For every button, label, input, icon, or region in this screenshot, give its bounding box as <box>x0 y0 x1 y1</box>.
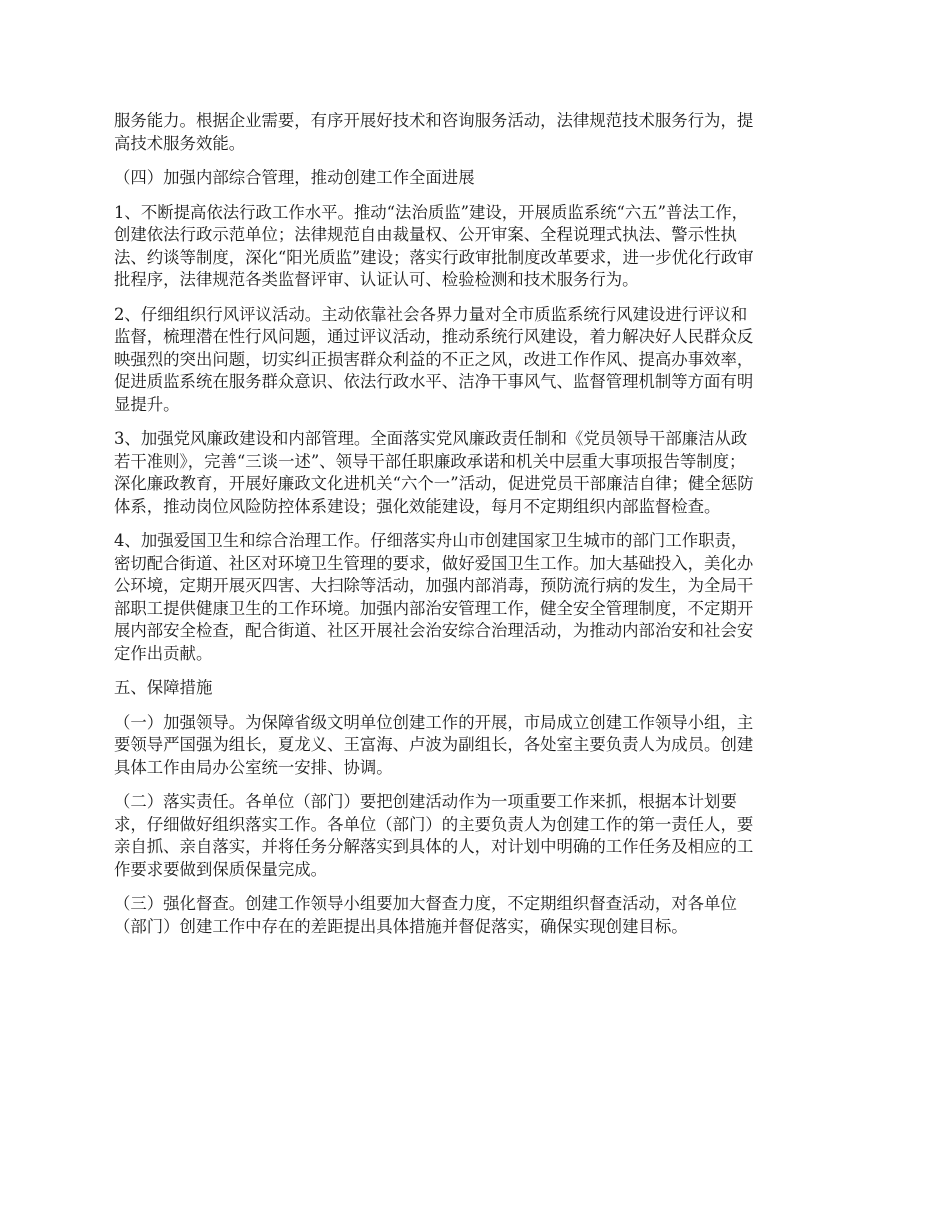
text-line: 促进质监系统在服务群众意识、依法行政水平、洁净干事风气、监督管理机制等方面有明 <box>114 372 754 391</box>
document-page <box>114 110 842 950</box>
text-line: 要领导严国强为组长，夏龙义、王富海、卢波为副组长，各处室主要负责人为成员。创建 <box>114 735 754 754</box>
text-line: 体系，推动岗位风险防控体系建设；强化效能建设，每月不定期组织内部监督检查。 <box>114 496 721 516</box>
text-line: 创建依法行政示范单位；法律规范自由裁量权、公开审案、全程说理式执法、警示性执 <box>114 225 737 244</box>
text-line: 4、加强爱国卫生和综合治理工作。仔细落实舟山市创建国家卫生城市的部门工作职责， <box>114 531 748 550</box>
measure-paragraph-3 <box>114 893 842 938</box>
text-line: 3、加强党风廉政建设和内部管理。全面落实党风廉政责任制和《党员领导干部廉洁从政 <box>114 429 748 448</box>
item-paragraph-3 <box>114 428 842 518</box>
text-line: 1、不断提高依法行政工作水平。推动“法治质监”建设，开展质监系统“六五”普法工作， <box>114 202 749 222</box>
text-line: 若干准则》，完善“三谈一述”、领导干部任职廉政承诺和机关中层重大事项报告等制度； <box>114 451 746 471</box>
text-line: 监督，梳理潜在性行风问题，通过评议活动，推动系统行风建设，着力解决好人民群众反 <box>114 327 754 346</box>
text-line: 显提升。 <box>114 394 180 414</box>
measure-paragraph-2 <box>114 791 842 881</box>
heading-text: 五、保障措施 <box>114 678 213 697</box>
text-line: （部门）创建工作中存在的差距提出具体措施并督促落实，确保实现创建目标。 <box>114 916 688 936</box>
text-line: 公环境，定期开展灭四害、大扫除等活动，加强内部消毒，预防流行病的发生，为全局干 <box>114 576 754 595</box>
text-line: 作要求要做到保质保量完成。 <box>114 859 328 879</box>
section-heading-5 <box>114 677 842 700</box>
text-line: 映强烈的突出问题，切实纠正损害群众利益的不正之风，改进工作作风、提高办事效率， <box>114 349 754 369</box>
continuation-paragraph <box>114 110 842 155</box>
heading-text: （四）加强内部综合管理，推动创建工作全面进展 <box>114 168 475 187</box>
measure-paragraph-1 <box>114 712 842 780</box>
item-paragraph-2 <box>114 304 842 417</box>
text-line: 部职工提供健康卫生的工作环境。加强内部治安管理工作，健全安全管理制度，不定期开 <box>114 598 754 618</box>
text-line: 深化廉政教育，开展好廉政文化进机关“六个一”活动，促进党员干部廉洁自律；健全惩防 <box>114 474 754 493</box>
text-line: 展内部安全检查，配合街道、社区开展社会治安综合治理活动，为推动内部治安和社会安 <box>114 621 754 640</box>
text-line: （一）加强领导。为保障省级文明单位创建工作的开展，市局成立创建工作领导小组，主 <box>114 712 754 732</box>
text-line: 亲自抓、亲自落实，并将任务分解落实到具体的人，对计划中明确的工作任务及相应的工 <box>114 837 754 856</box>
section-heading-4 <box>114 167 842 190</box>
text-line: 法、约谈等制度，深化“阳光质监”建设；落实行政审批制度改革要求，进一步优化行政审 <box>114 247 754 267</box>
text-line: 2、仔细组织行风评议活动。主动依靠社会各界力量对全市质监系统行风建设进行评议和 <box>114 304 748 324</box>
text-line: 服务能力。根据企业需要，有序开展好技术和咨询服务活动，法律规范技术服务行为，提 <box>114 111 754 130</box>
text-line: 求，仔细做好组织落实工作。各单位（部门）的主要负责人为创建工作的第一责任人，要 <box>114 814 754 834</box>
text-line: 具体工作由局办公室统一安排、协调。 <box>114 757 393 777</box>
text-line: 定作出贡献。 <box>114 643 213 663</box>
item-paragraph-4 <box>114 530 842 665</box>
text-line: （二）落实责任。各单位（部门）要把创建活动作为一项重要工作来抓，根据本计划要 <box>114 792 737 811</box>
text-line: （三）强化督查。创建工作领导小组要加大督查力度，不定期组织督查活动，对各单位 <box>114 894 737 913</box>
text-line: 批程序，法律规范各类监督评审、认证认可、检验检测和技术服务行为。 <box>114 270 639 289</box>
text-line: 密切配合街道、社区对环境卫生管理的要求，做好爱国卫生工作。加大基础投入，美化办 <box>114 553 754 573</box>
item-paragraph-1 <box>114 202 842 292</box>
text-line: 高技术服务效能。 <box>114 133 246 153</box>
